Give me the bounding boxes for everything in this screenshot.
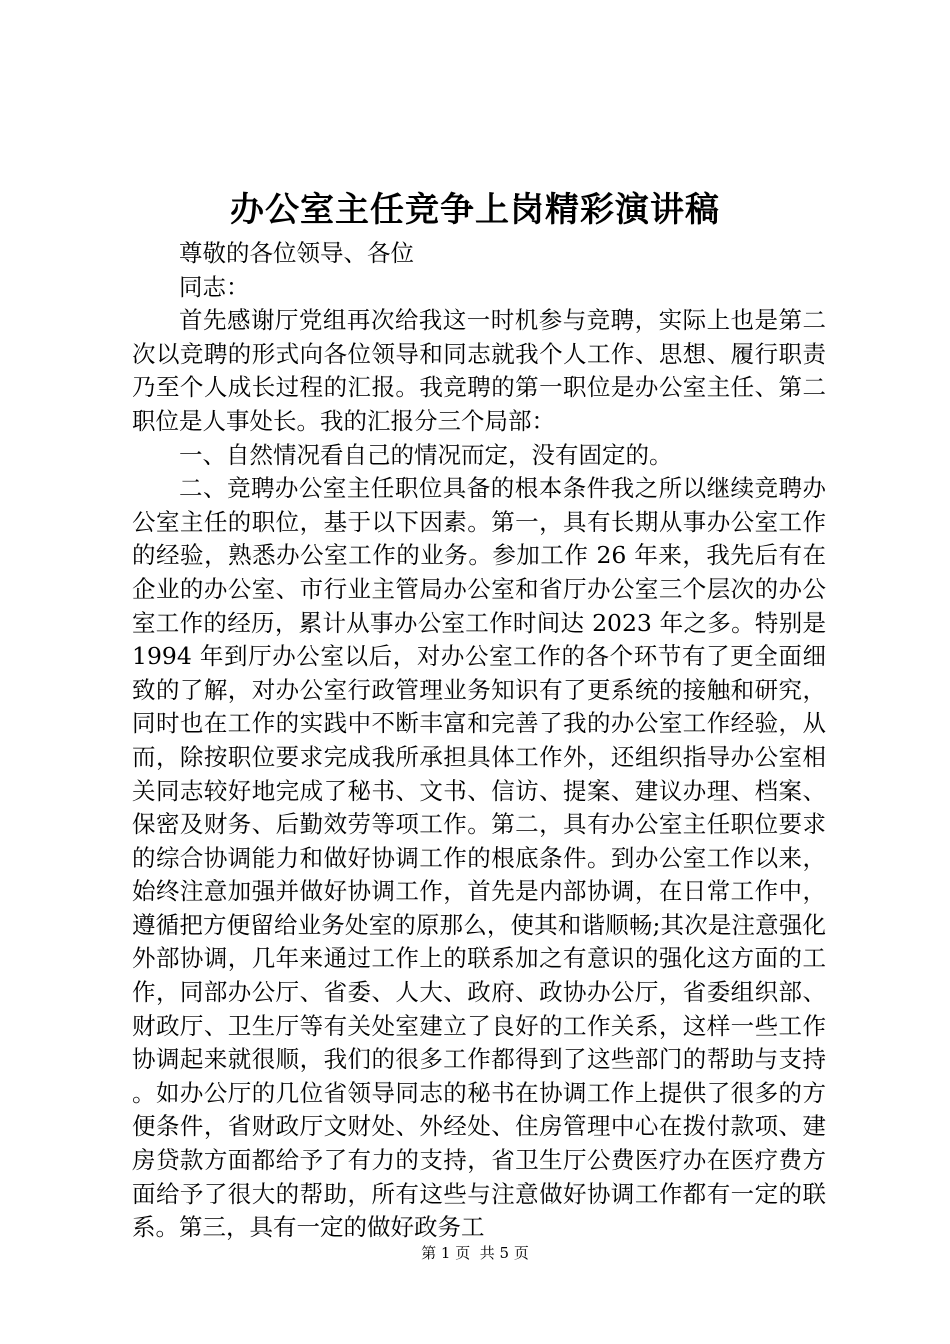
page-number-total: 共 5 页 — [479, 1244, 529, 1262]
document-title: 办公室主任竞争上岗精彩演讲稿 — [230, 190, 720, 230]
paragraph-section-1: 一、自然情况看自己的情况而定，没有固定的。 — [179, 440, 673, 469]
page-number-current: 第 1 页 — [421, 1244, 471, 1262]
document-body — [132, 237, 826, 1245]
paragraph-section-2: 二、竞聘办公室主任职位具备的根本条件我之所以继续竞聘办公室主任的职位，基于以下因素。第一，具有长期从事办公室工作的经验，熟悉办公室工作的业务。参加工作 26 年来，我先后有在企业的办公室、市行业主管局办公室和省厅办公室三个层次的办公室工作的经历，累计从事办公室工作时间达 2023 年之多。特别是 1994 年到厅办公室以后，对办公室工作的各个环节有了更全面细致的了解，对办公室行政管理业务知识有了更系统的接触和研究，同时也在工作的实践中不断丰富和完善了我的办公室工作经验，从而，除按职位要求完成我所承担具体工作外，还组织指导办公室相关同志较好地完成了秘书、文书、信访、提案、建议办理、档案、保密及财务、后勤效劳等项工作。第二，具有办公室主任职位要求的综合协调能力和做好协调工作的根底条件。到办公室工作以来，始终注意加强并做好协调工作，首先是内部协调，在日常工作中，遵循把方便留给业务处室的原那么，使其和谐顺畅;其次是注意强化外部协调，几年来通过工作上的联系加之有意识的强化这方面的工作，同部办公厅、省委、人大、政府、政协办公厅，省委组织部、财政厅、卫生厅等有关处室建立了良好的工作关系，这样一些工作协调起来就很顺，我们的很多工作都得到了这些部门的帮助与支持。如办公厅的几位省领导同志的秘书在协调工作上提供了很多的方便条件，省财政厅文财处、外经处、住房管理中心在拨付款项、建房贷款方面都给予了有力的支持，省卫生厅公费医疗办在医疗费方面给予了很大的帮助，所有这些与注意做好协调工作都有一定的联系。第三，具有一定的做好政务工 — [132, 474, 826, 1242]
page-footer — [0, 1243, 950, 1263]
greeting-line-1: 尊敬的各位领导、各位 — [179, 239, 414, 267]
paragraph-intro: 首先感谢厅党组再次给我这一时机参与竞聘，实际上也是第二次以竞聘的形式向各位领导和同志就我个人工作、思想、履行职责乃至个人成长过程的汇报。我竞聘的第一职位是办公室主任、第二职位是人事处长。我的汇报分三个局部： — [132, 306, 826, 435]
greeting-line-2: 同志： — [179, 272, 250, 301]
